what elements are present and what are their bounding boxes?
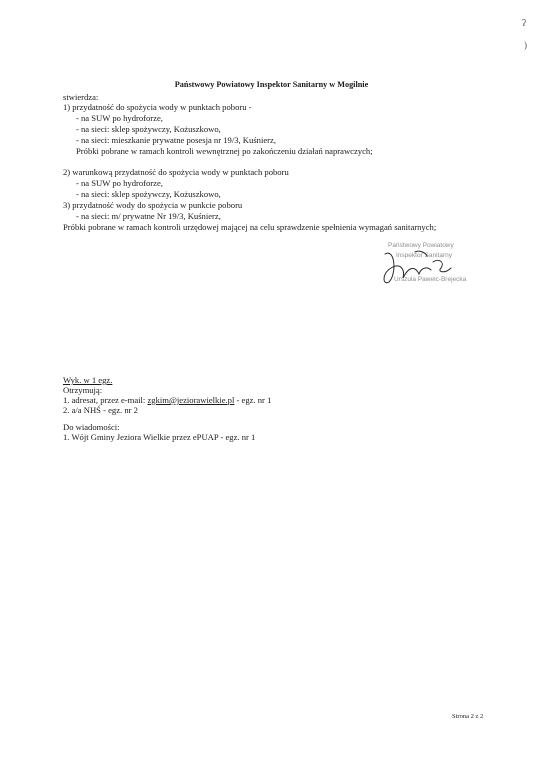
body-line: - na SUW po hydroforze,: [76, 113, 163, 123]
recipient-2: 2. a/a NHŚ - egz. nr 2: [63, 405, 138, 415]
recipient-1-suffix: - egz. nr 1: [234, 395, 272, 405]
margin-mark: ʔ: [522, 18, 526, 28]
body-line: 3) przydatność wody do spożycia w punkcie poboru: [63, 200, 243, 210]
page-number: Strona 2 z 2: [452, 713, 484, 720]
cc-heading: Do wiadomości:: [63, 422, 120, 432]
stamp-line-1: Państwowy Powiatowy: [388, 242, 454, 249]
body-line: Próbki pobrane w ramach kontroli urzędowej mającej na celu sprawdzenie spełnienia wymagań sanitarnych;: [63, 222, 437, 232]
body-line: - na sieci: mieszkanie prywatne posesja nr 19/3, Kuśnierz,: [76, 135, 276, 145]
body-line: 2) warunkową przydatność do spożycia wody w punktach poboru: [63, 167, 289, 177]
body-line: - na sieci: m/ prywatne Nr 19/3, Kuśnierz,: [76, 211, 221, 221]
body-line: 1) przydatność do spożycia wody w punktach poboru -: [63, 102, 252, 112]
recipient-1-prefix: 1. adresat, przez e-mail:: [63, 395, 148, 405]
body-line: - na SUW po hydroforze,: [76, 178, 163, 188]
cc-recipient-1: 1. Wójt Gminy Jeziora Wielkie przez ePUAP - egz. nr 1: [63, 432, 256, 442]
recipient-1: [63, 395, 271, 405]
document-header: Państwowy Powiatowy Inspektor Sanitarny w Mogilnie: [174, 80, 369, 89]
email-link[interactable]: zgkim@jeziorawielkie.pl: [147, 395, 235, 405]
stamp-line-2: Inspektor Sanitarny: [396, 252, 453, 259]
stamp-line-3: Urszula Pawelc-Brejecka: [394, 276, 467, 283]
body-line: Próbki pobrane w ramach kontroli wewnętrznej po zakończeniu działań naprawczych;: [76, 146, 373, 156]
body-line: - na sieci: sklep spożywczy, Kożuszkowo,: [76, 189, 221, 199]
margin-mark: ): [524, 40, 527, 50]
body-line: - na sieci: sklep spożywczy, Kożuszkowo,: [76, 124, 221, 134]
copies-note: Wyk. w 1 egz.: [63, 375, 113, 385]
body-line: stwierdza:: [63, 92, 99, 102]
signature-image: [375, 244, 470, 296]
recipients-heading: Otrzymują:: [63, 385, 103, 395]
